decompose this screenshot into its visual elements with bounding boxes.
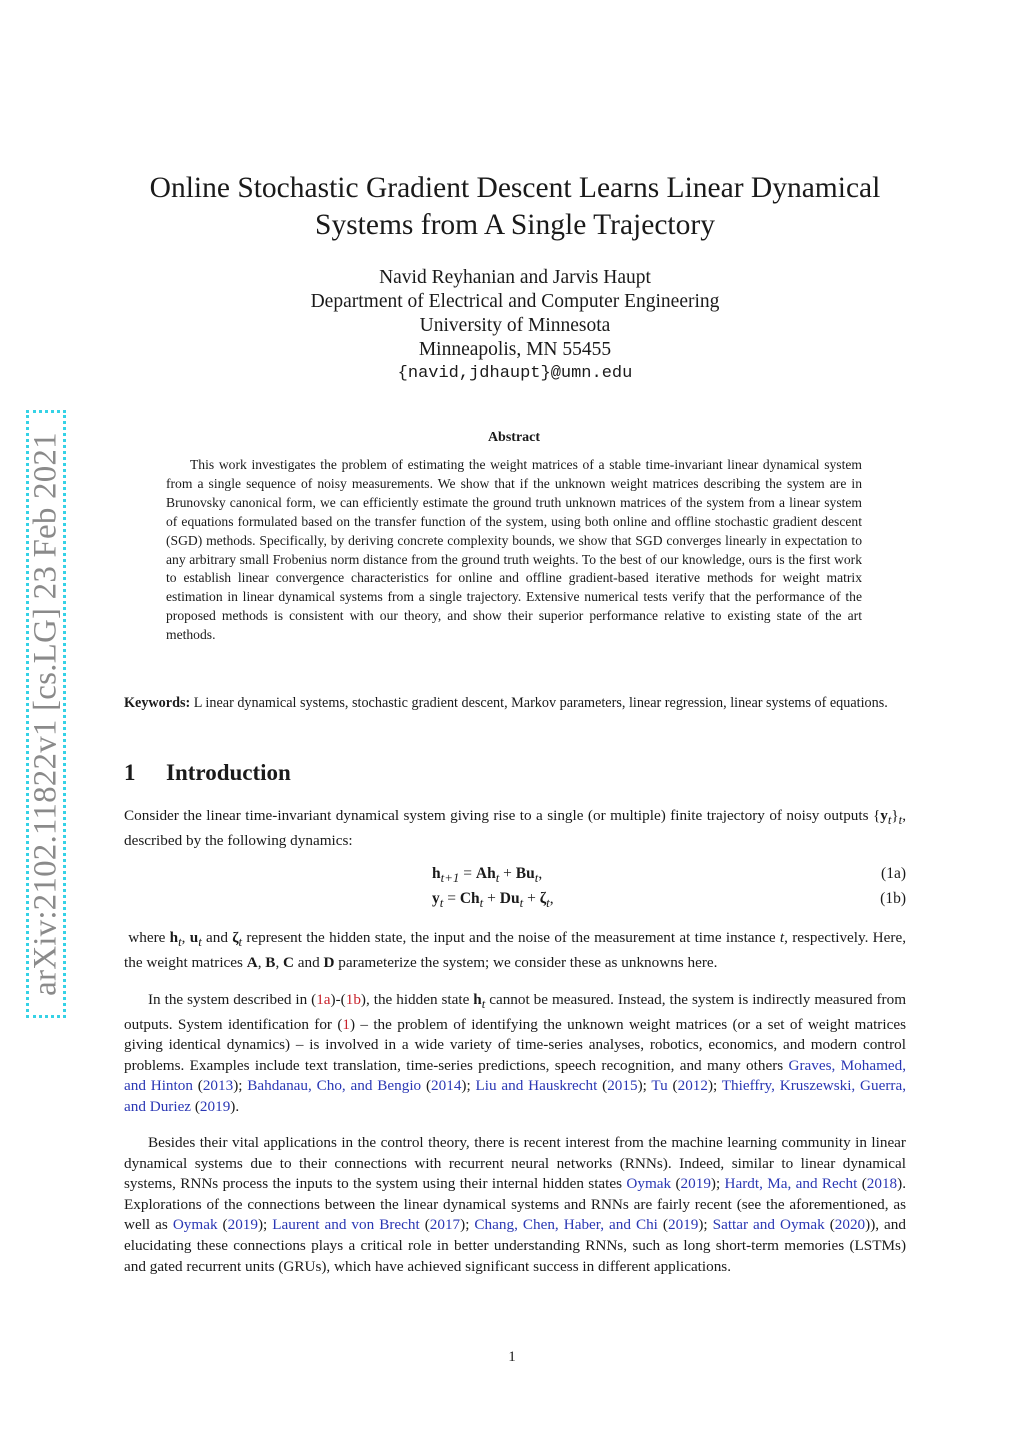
author-city: Minneapolis, MN 55455 [418, 339, 612, 360]
citation-link[interactable]: Graves, Mohamed, and Hinton [124, 1056, 907, 1095]
citation-year-link[interactable]: 2015 [607, 1077, 638, 1095]
abstract-text: This work investigates the problem of estimating the weight matrices of a stable time-invariant linear dynamical system from a single sequence of noisy measurements. We show that if the unknown weight matrices describing the system are in Brunovsky canonical form, we can efficiently estimate the ground truth unknown matrices of the system from a linear system of equations formulated based on the transfer function of the system, using both online and offline stochastic gradient descent (SGD) methods. Specifically, by deriving concrete complexity bounds, we show that SGD converges linearly in expectation to any arbitrary small Frobenius norm distance from the ground truth weights. To the best of our knowledge, ours is the first work to establish linear convergence characteristics for online and offline gradient-based iterative methods for weight matrix estimation in linear dynamical systems from a single trajectory. Extensive numerical tests verify that the performance of the proposed methods is consistent with our theory, and show their superior performance relative to existing state of the art methods. [166, 457, 862, 643]
section-title: Introduction [166, 760, 291, 785]
arxiv-identifier: arXiv:2102.11822v1 [cs.LG] 23 Feb 2021 [27, 432, 64, 996]
citation-year-link[interactable]: 2019 [680, 1175, 711, 1193]
keywords-text: L inear dynamical systems, stochastic gradient descent, Markov parameters, linear regression, linear systems of equations. [193, 695, 888, 711]
intro-paragraph-3: In the system described in (1a)-(1b), the hidden state $h_t$ cannot be measured. Instead, the system is indirectly measured from outputs. System identification for (1) – the problem of identifying the unknown weight matrices (or a set of weight matrices giving identical dynamics) – is involved in a wide variety of time-series analyses, robotics, economics, and modern control problems. Examples include text translation, time-series predictions, speech recognition, and many others Graves, Mohamed, and Hinton (2013); Bahdanau, Cho, and Bengio (2014); Liu and Hauskrecht (2015); Tu (2012); Thieffry, Kruszewski, Guerra, and Duriez (2019). [124, 991, 907, 1115]
equation-1b [124, 890, 906, 914]
equation-ref-1a[interactable]: 1a [316, 991, 331, 1008]
citation-link[interactable]: Oymak [626, 1175, 672, 1193]
citation-year-link[interactable]: 2019 [199, 1098, 231, 1115]
keywords [124, 693, 906, 714]
equation-1b-body: $y_t = Ch_t + Du_t + \zeta_t$, [432, 890, 554, 911]
author-department: Department of Electrical and Computer Engineering [310, 291, 720, 312]
section-number: 1 [124, 760, 136, 785]
author-block [124, 266, 906, 386]
citation-year-link[interactable]: 2019 [227, 1216, 258, 1234]
citation-year-link[interactable]: 2012 [677, 1077, 708, 1095]
citation-year-link[interactable]: 2020 [834, 1216, 866, 1234]
citation-year-link[interactable]: 2018 [866, 1175, 898, 1193]
keywords-label: Keywords: [124, 695, 191, 711]
citation-link[interactable]: Hardt, Ma, and Recht [724, 1175, 858, 1193]
equation-ref-1b[interactable]: 1b [345, 991, 361, 1008]
equation-ref-1[interactable]: 1 [342, 1015, 350, 1033]
citation-link[interactable]: Sattar and Oymak [712, 1216, 825, 1234]
author-names: Navid Reyhanian and Jarvis Haupt [379, 267, 651, 288]
intro-paragraph-1: Consider the linear time-invariant dynamical system giving rise to a single (or multiple) finite trajectory of noisy outputs $\{y_t\}_t$, described by the following dynamics: [124, 807, 906, 849]
citation-year-link[interactable]: 2013 [202, 1077, 234, 1095]
intro-paragraph-4: Besides their vital applications in the control theory, there is recent interest from the machine learning community in linear dynamical systems due to their connections with recurrent neural networks (RNNs). Indeed, similar to linear dynamical systems, RNNs process the inputs to the system using their internal hidden states Oymak (2019); Hardt, Ma, and Recht (2018). Explorations of the connections between the linear dynamical systems and RNNs are fairly recent (see the aforementioned, as well as Oymak (2019); Laurent and von Brecht (2017); Chang, Chen, Haber, and Chi (2019); Sattar and Oymak (2020)), and elucidating these connections plays a critical role in better understanding RNNs, such as long short-term memories (LSTMs) and gated recurrent units (GRUs), which have achieved significant success in different applications. [124, 1134, 906, 1275]
equation-1a-body: $h_{t+1} = Ah_t + Bu_t$, [432, 865, 543, 886]
author-email: {navid,jdhaupt}@umn.edu [397, 364, 633, 383]
citation-year-link[interactable]: 2017 [429, 1216, 461, 1234]
paper-title: Online Stochastic Gradient Descent Learns Linear Dynamical Systems from A Single Trajectory [149, 172, 881, 241]
citation-link[interactable]: Tu [651, 1077, 668, 1095]
citation-link[interactable]: Bahdanau, Cho, and Bengio [247, 1077, 422, 1095]
equation-1b-number: (1b) [880, 890, 906, 907]
citation-link[interactable]: Liu and Hauskrecht [475, 1077, 598, 1095]
citation-link[interactable]: Laurent and von Brecht [272, 1216, 420, 1234]
citation-link[interactable]: Chang, Chen, Haber, and Chi [474, 1216, 658, 1234]
author-university: University of Minnesota [419, 315, 611, 336]
abstract-heading: Abstract [487, 430, 541, 445]
intro-paragraph-2: where $h_t$, $u_t$ and $\zeta_t$ represent the hidden state, the input and the noise of the measurement at time instance t, respectively. Here, the weight matrices A, B, C and D parameterize the system; we consider these as unknowns here. [124, 929, 906, 971]
arxiv-stamp [26, 410, 66, 1018]
section-heading [124, 760, 291, 786]
citation-year-link[interactable]: 2019 [667, 1216, 699, 1234]
equation-1a-number: (1a) [881, 865, 906, 882]
page-number: 1 [508, 1349, 516, 1365]
citation-link[interactable]: Thieffry, Kruszewski, Guerra, and Duriez [124, 1077, 906, 1115]
equation-1a [124, 865, 906, 889]
citation-link[interactable]: Oymak [172, 1216, 218, 1234]
citation-year-link[interactable]: 2014 [431, 1077, 462, 1095]
